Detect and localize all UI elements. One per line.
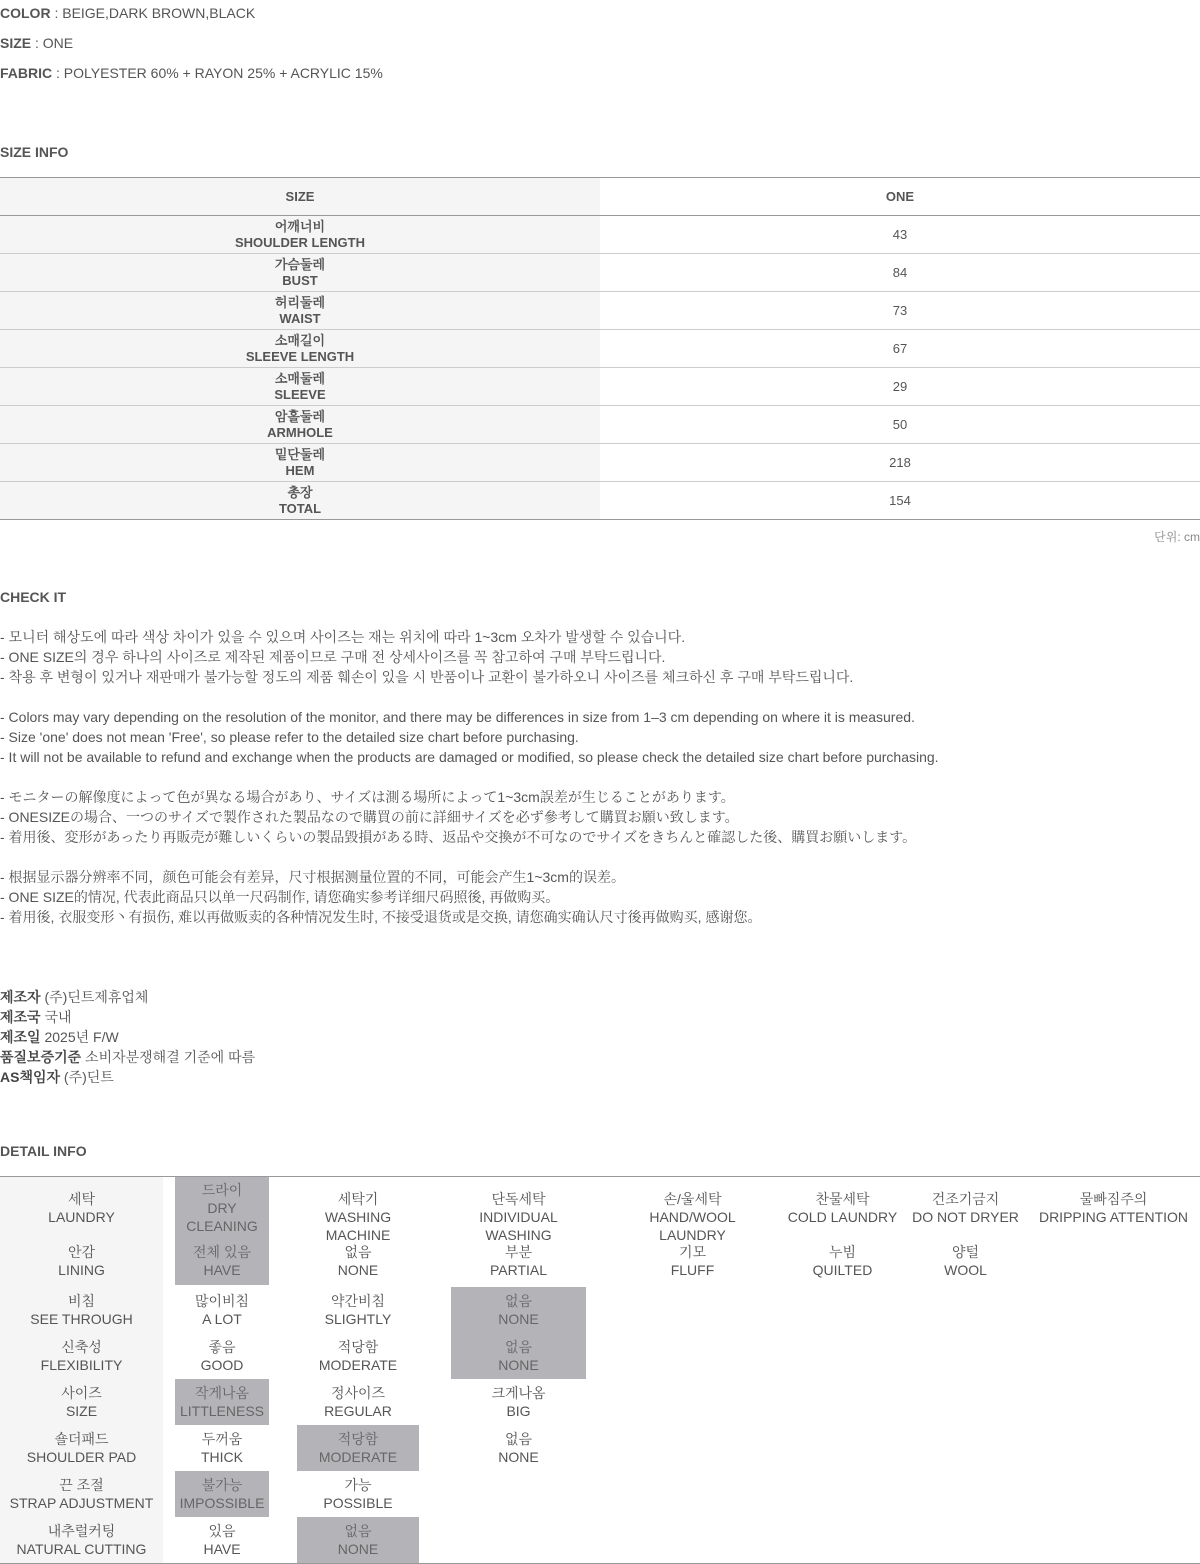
- detail-option-selected: [451, 1333, 586, 1379]
- detail-option-text: CLEANING: [186, 1218, 258, 1234]
- size-label-ko: 허리둘레: [274, 294, 326, 310]
- detail-option: [297, 1287, 419, 1333]
- maker-value: (주)딘트제휴업체: [40, 989, 149, 1005]
- detail-option-text: 크게나옴: [491, 1385, 546, 1401]
- detail-option-text: FLUFF: [670, 1262, 715, 1278]
- detail-label-text: 사이즈: [61, 1385, 102, 1401]
- maker-label: 제조일: [0, 1029, 41, 1045]
- detail-label-text: 내추럴커팅: [47, 1523, 116, 1539]
- detail-option-text: WOOL: [944, 1262, 987, 1278]
- size-header-value: ONE: [600, 178, 1200, 216]
- detail-option-selected: [175, 1237, 269, 1285]
- detail-label-text: 숄더패드: [54, 1431, 109, 1447]
- detail-option-text: 손/울세탁: [663, 1191, 722, 1207]
- detail-label-text: 비침: [67, 1293, 96, 1309]
- detail-option-text: IMPOSSIBLE: [179, 1495, 265, 1511]
- check-it-line: - ONE SIZE的情况, 代表此商品只以单一尺码制作, 请您确实参考详细尺码照後, 再做购买。: [0, 889, 560, 905]
- detail-option: [620, 1177, 765, 1243]
- detail-option-text: 정사이즈: [330, 1385, 386, 1401]
- detail-option-text: SLIGHTLY: [324, 1311, 392, 1327]
- detail-option-text: HAND/WOOL LAUNDRY: [649, 1209, 736, 1243]
- size-row-value: 218: [600, 444, 1200, 482]
- size-row-value: 84: [600, 254, 1200, 292]
- detail-label-text: 안감: [67, 1244, 96, 1260]
- detail-option-text: COLD LAUNDRY: [787, 1209, 898, 1225]
- detail-option-text: 찬물세탁: [815, 1191, 870, 1207]
- detail-option-selected: [175, 1177, 269, 1239]
- size-row: [0, 368, 1200, 406]
- detail-option-text: POSSIBLE: [323, 1495, 393, 1511]
- detail-option-text: THICK: [201, 1449, 243, 1465]
- detail-option-text: 없음: [344, 1244, 372, 1260]
- detail-row-label: [0, 1517, 163, 1563]
- size-row-label: [0, 254, 600, 292]
- maker-line: [0, 1029, 119, 1045]
- detail-option: [785, 1237, 900, 1285]
- detail-option: [451, 1237, 586, 1285]
- detail-option-text: A LOT: [202, 1311, 242, 1327]
- size-label-en: HEM: [285, 462, 315, 478]
- maker-label: AS책임자: [0, 1069, 61, 1085]
- detail-row-label: [0, 1177, 163, 1239]
- detail-option-text: PARTIAL: [489, 1262, 548, 1278]
- spec-color: [0, 5, 255, 21]
- detail-option-text: 부분: [504, 1244, 533, 1260]
- detail-option-text: 기모: [678, 1244, 707, 1260]
- maker-label: 제조국: [0, 1009, 41, 1025]
- detail-option-text: 많이비침: [194, 1293, 250, 1309]
- detail-option-text: 가능: [344, 1477, 372, 1493]
- detail-option-text: 없음: [344, 1523, 372, 1539]
- check-it-line: - モニターの解像度によって色が異なる場合があり、サイズは測る場所によって1~3cm誤差が生じることがあります。: [0, 789, 735, 805]
- detail-row-label: [0, 1379, 163, 1425]
- size-label-ko: 소매길이: [274, 332, 326, 348]
- detail-option-text: NONE: [498, 1357, 539, 1373]
- detail-option-text: 물빠짐주의: [1079, 1191, 1148, 1207]
- size-row-label: [0, 444, 600, 482]
- size-row: [0, 406, 1200, 444]
- size-label-en: ARMHOLE: [267, 424, 333, 440]
- size-row-value: 73: [600, 292, 1200, 330]
- detail-option-text: BIG: [506, 1403, 531, 1419]
- detail-option-selected: [451, 1287, 586, 1333]
- size-label-en: SLEEVE LENGTH: [245, 348, 355, 364]
- check-it-line: - 根据显示器分辨率不同，颜色可能会有差异，尺寸根据测量位置的不同，可能会产生1~3cm的误差。: [0, 869, 625, 885]
- detail-option-text: 누빔: [828, 1244, 857, 1260]
- detail-option: [1031, 1177, 1196, 1239]
- detail-option-text: DO NOT DRYER: [912, 1209, 1019, 1225]
- size-row-label: [0, 292, 600, 330]
- detail-option: [297, 1471, 419, 1517]
- size-label-en: SHOULDER LENGTH: [235, 234, 365, 250]
- check-it-line: - Colors may vary depending on the resolution of the monitor, and there may be differences in size from 1–3 cm depending on where it is measured.: [0, 709, 915, 725]
- size-row-value: 50: [600, 406, 1200, 444]
- size-row: [0, 444, 1200, 482]
- detail-option-text: 드라이: [201, 1182, 243, 1198]
- detail-option-text: 없음: [504, 1339, 533, 1355]
- spec-value: : POLYESTER 60% + RAYON 25% + ACRYLIC 15%: [52, 65, 383, 81]
- size-row: [0, 292, 1200, 330]
- detail-option-selected: [175, 1471, 269, 1517]
- detail-option-text: 좋음: [208, 1339, 236, 1355]
- detail-option-text: 불가능: [201, 1477, 243, 1493]
- maker-line: [0, 989, 148, 1005]
- size-label-en: TOTAL: [278, 500, 322, 516]
- size-row-label: [0, 216, 600, 254]
- detail-option-text: HAVE: [203, 1262, 241, 1278]
- size-row-value: 154: [600, 482, 1200, 520]
- size-label-ko: 어깨너비: [274, 218, 326, 234]
- detail-option: [908, 1177, 1023, 1239]
- detail-option-text: NONE: [337, 1541, 379, 1557]
- detail-label-text: SEE THROUGH: [30, 1311, 133, 1327]
- detail-option-text: 단독세탁: [491, 1191, 546, 1207]
- size-row: [0, 330, 1200, 368]
- detail-option-text: MODERATE: [318, 1449, 398, 1465]
- size-table: [0, 177, 1200, 520]
- detail-option-text: NONE: [498, 1311, 539, 1327]
- maker-line: [0, 1009, 72, 1025]
- size-label-ko: 가슴둘레: [274, 256, 326, 272]
- spec-value: : ONE: [31, 35, 74, 51]
- check-it-line: - ONESIZEの場合、一つのサイズで製作された製品なので購買の前に詳細サイズを必ず參考して購買お願い致します。: [0, 809, 739, 825]
- check-it-title: CHECK IT: [0, 589, 67, 605]
- detail-option-text: 작게나옴: [194, 1385, 250, 1401]
- detail-label-text: SHOULDER PAD: [26, 1449, 137, 1465]
- detail-option: [297, 1237, 419, 1285]
- size-label-ko: 암홀둘레: [274, 408, 326, 424]
- detail-option-text: 두꺼움: [201, 1431, 243, 1447]
- detail-table: [0, 1176, 1200, 1564]
- spec-value: : BEIGE,DARK BROWN,BLACK: [50, 5, 256, 21]
- detail-row-label: [0, 1237, 163, 1285]
- size-row-value: 29: [600, 368, 1200, 406]
- detail-option-text: MODERATE: [318, 1357, 398, 1373]
- detail-option-selected: [297, 1517, 419, 1563]
- size-label-en: SLEEVE: [274, 386, 326, 402]
- size-row-label: [0, 368, 600, 406]
- detail-label-text: 끈 조절: [59, 1477, 104, 1493]
- detail-row-label: [0, 1287, 163, 1333]
- detail-option: [297, 1177, 419, 1243]
- maker-value: 국내: [40, 1009, 72, 1025]
- detail-option: [785, 1177, 900, 1239]
- detail-option-text: 적당함: [337, 1431, 379, 1447]
- detail-option-text: DRIPPING ATTENTION: [1038, 1209, 1189, 1225]
- size-row: [0, 482, 1200, 520]
- check-it-line: - 착용 후 변형이 있거나 재판매가 불가능할 정도의 제품 훼손이 있을 시 반품이나 교환이 불가하오니 사이즈를 체크하신 후 구매 부탁드립니다.: [0, 669, 854, 685]
- maker-label: 품질보증기준: [0, 1049, 82, 1065]
- check-it-line: - ONE SIZE의 경우 하나의 사이즈로 제작된 제품이므로 구매 전 상세사이즈를 꼭 참고하여 구매 부탁드립니다.: [0, 649, 666, 665]
- spec-fabric: [0, 65, 383, 81]
- check-it-line: - 모니터 해상도에 따라 색상 차이가 있을 수 있으며 사이즈는 재는 위치에 따라 1~3cm 오차가 발생할 수 있습니다.: [0, 629, 686, 645]
- detail-option-text: 약간비침: [330, 1293, 386, 1309]
- detail-option-text: LITTLENESS: [179, 1403, 265, 1419]
- detail-option-text: 건조기금지: [931, 1191, 1000, 1207]
- detail-row-label: [0, 1333, 163, 1379]
- size-label-en: BUST: [282, 272, 318, 288]
- detail-option-text: 양털: [951, 1244, 980, 1260]
- detail-option-text: DRY: [207, 1200, 237, 1216]
- maker-value: 2025년 F/W: [40, 1029, 119, 1045]
- detail-row-label: [0, 1471, 163, 1517]
- size-info-title: SIZE INFO: [0, 144, 69, 160]
- detail-label-text: NATURAL CUTTING: [16, 1541, 147, 1557]
- maker-value: (주)딘트: [60, 1069, 114, 1085]
- check-it-line: - 着用後, 衣服变形丶有损伤, 难以再做贩卖的各种情况发生时, 不接受退货或是交换, 请您确实确认尺寸後再做购买, 感谢您。: [0, 909, 762, 925]
- size-header-label: SIZE: [0, 178, 600, 216]
- size-row-label: [0, 406, 600, 444]
- size-row-label: [0, 330, 600, 368]
- detail-info-title: DETAIL INFO: [0, 1143, 87, 1159]
- spec-label: SIZE: [0, 35, 32, 51]
- spec-label: FABRIC: [0, 65, 53, 81]
- detail-option-text: INDIVIDUAL WASHING: [479, 1209, 558, 1243]
- unit-label: 단위: cm: [1154, 530, 1200, 544]
- size-row-label: [0, 482, 600, 520]
- detail-option-text: GOOD: [200, 1357, 244, 1373]
- detail-label-text: 세탁: [67, 1191, 96, 1207]
- detail-option: [175, 1425, 269, 1471]
- detail-option-text: HAVE: [203, 1541, 241, 1557]
- size-row-value: 67: [600, 330, 1200, 368]
- spec-label: COLOR: [0, 5, 51, 21]
- detail-option-text: QUILTED: [812, 1262, 873, 1278]
- detail-label-text: LAUNDRY: [48, 1209, 115, 1225]
- detail-option-text: NONE: [498, 1449, 539, 1465]
- size-label-en: WAIST: [279, 310, 321, 326]
- size-row-value: 43: [600, 216, 1200, 254]
- detail-option: [620, 1237, 765, 1285]
- size-table-header: [0, 178, 1200, 216]
- detail-option-text: NONE: [337, 1262, 379, 1278]
- detail-label-text: STRAP ADJUSTMENT: [9, 1495, 154, 1511]
- spec-size: [0, 35, 73, 51]
- maker-value: 소비자분쟁해결 기준에 따름: [81, 1049, 256, 1065]
- detail-label-text: LINING: [58, 1262, 105, 1278]
- detail-option-selected: [297, 1425, 419, 1471]
- size-row: [0, 216, 1200, 254]
- detail-option-selected: [175, 1379, 269, 1425]
- size-row: [0, 254, 1200, 292]
- detail-label-text: SIZE: [65, 1403, 98, 1419]
- detail-option-text: 전체 있음: [193, 1244, 251, 1260]
- detail-option-text: 적당함: [337, 1339, 379, 1355]
- check-it-line: - Size 'one' does not mean 'Free', so please refer to the detailed size chart before purchasing.: [0, 729, 579, 745]
- maker-label: 제조자: [0, 989, 41, 1005]
- maker-line: [0, 1049, 255, 1065]
- detail-option: [451, 1379, 586, 1425]
- check-it-line: - 着用後、変形があったり再販売が難しいくらいの製品毀損がある時、返品や交換が不可なのでサイズをきちんと確認した後、購買お願いします。: [0, 829, 917, 845]
- detail-option: [451, 1177, 586, 1243]
- detail-option: [908, 1237, 1023, 1285]
- check-it-line: - It will not be available to refund and exchange when the products are damaged or modified, so please check the detailed size chart before purchasing.: [0, 749, 939, 765]
- detail-option-text: 세탁기: [337, 1191, 379, 1207]
- size-label-ko: 소매둘레: [274, 370, 326, 386]
- size-label-ko: 밑단둘레: [274, 446, 326, 462]
- detail-label-text: 신축성: [61, 1339, 102, 1355]
- detail-option: [451, 1425, 586, 1471]
- size-label-ko: 총장: [287, 484, 313, 500]
- detail-option-text: 있음: [208, 1523, 236, 1539]
- detail-option: [175, 1333, 269, 1379]
- detail-option: [175, 1287, 269, 1333]
- detail-option-text: WASHING MACHINE: [324, 1209, 392, 1243]
- detail-option-text: 없음: [504, 1431, 533, 1447]
- detail-option: [175, 1517, 269, 1563]
- detail-option: [297, 1379, 419, 1425]
- detail-option-text: 없음: [504, 1293, 533, 1309]
- detail-row-label: [0, 1425, 163, 1471]
- detail-option: [297, 1333, 419, 1379]
- detail-option-text: REGULAR: [324, 1403, 392, 1419]
- maker-line: [0, 1069, 114, 1085]
- detail-label-text: FLEXIBILITY: [40, 1357, 123, 1373]
